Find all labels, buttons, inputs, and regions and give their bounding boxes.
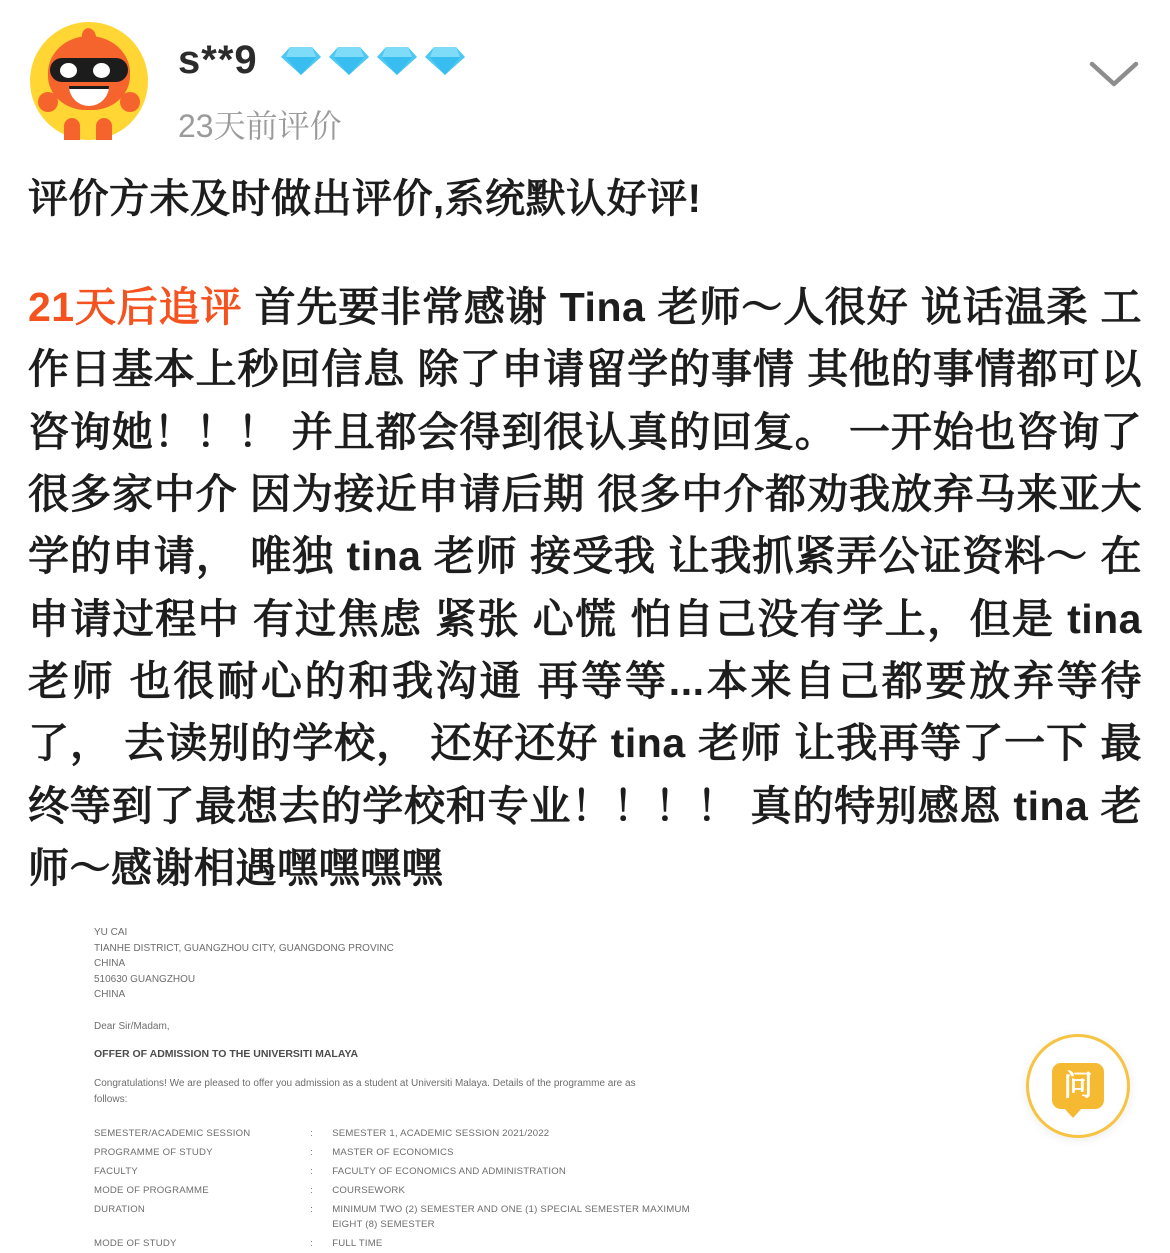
offer-letter [94, 925, 794, 1253]
table-row [94, 1182, 694, 1201]
followup-tag: 21天后追评 [28, 284, 243, 330]
address-line: YU CAI [94, 927, 128, 939]
detail-separator: : [310, 1184, 313, 1196]
detail-value: MINIMUM TWO (2) SEMESTER AND ONE (1) SPECIAL SEMESTER MAXIMUM EIGHT (8) SEMESTER [332, 1203, 690, 1230]
letter-address [94, 925, 794, 1003]
username-row [178, 38, 1084, 83]
table-row [94, 1201, 694, 1235]
letter-intro: Congratulations! We are pleased to offer you admission as a student at Universiti Malaya. Details of the programme are as follows: [94, 1078, 636, 1105]
detail-separator: : [310, 1147, 313, 1159]
avatar-eye-left [60, 63, 77, 78]
detail-key: DURATION [94, 1203, 145, 1215]
detail-key: MODE OF PROGRAMME [94, 1184, 209, 1196]
review-time: 23天前评价 [178, 108, 342, 144]
chat-bubble-icon [1052, 1063, 1104, 1109]
avatar[interactable] [30, 22, 148, 140]
avatar-leg-right [96, 118, 112, 140]
detail-separator: : [310, 1203, 313, 1215]
gem-icon [424, 45, 466, 77]
detail-value: COURSEWORK [332, 1184, 406, 1196]
attachment-image[interactable] [0, 925, 1170, 1253]
avatar-eye-right [93, 63, 110, 78]
review-body [0, 172, 1170, 899]
detail-value: FACULTY OF ECONOMICS AND ADMINISTRATION [332, 1166, 566, 1178]
avatar-arm-right [120, 92, 140, 112]
followup-text: 首先要非常感谢 Tina 老师～人很好 说话温柔 工作日基本上秒回信息 除了申请留学的事情 其他的事情都可以咨询她！！！ 并且都会得到很认真的回复。 一开始也咨询了很多家中介 因为接近申请后期 很多中介都劝我放弃马来亚大学的申请， 唯独 tina 老师 接受我 让我抓紧弄公证资料～ 在申请过程中 有过焦虑 紧张 心慌 怕自己没有学上，但是 tina 老师 也很耐心的和我沟通 再等等...本来自己都要放弃等待了， 去读别的学校， 还好还好 tina 老师 让我再等了一下 最终等到了最想去的学校和专业！！！！ 真的特别感恩 tina 老师～感谢相遇嘿嘿嘿嘿 [28, 284, 1142, 891]
letter-salutation: Dear Sir/Madam, [94, 1020, 170, 1032]
detail-value: FULL TIME [332, 1237, 383, 1249]
avatar-arm-left [38, 92, 58, 112]
detail-key: PROGRAMME OF STUDY [94, 1147, 213, 1159]
detail-separator: : [310, 1128, 313, 1140]
table-row [94, 1144, 694, 1163]
table-row [94, 1163, 694, 1182]
gem-icon [280, 45, 322, 77]
ask-button[interactable] [1026, 1034, 1130, 1138]
user-info [178, 22, 1084, 147]
rank-gems [280, 45, 466, 77]
review-header [0, 0, 1170, 150]
detail-separator: : [310, 1166, 313, 1178]
address-line: CHINA [94, 958, 126, 970]
letter-subject: OFFER OF ADMISSION TO THE UNIVERSITI MALAYA [94, 1048, 359, 1061]
ask-button-label: 问 [1063, 1069, 1093, 1102]
table-row [94, 1235, 694, 1253]
address-line: CHINA [94, 989, 126, 1001]
detail-key: MODE OF STUDY [94, 1237, 177, 1249]
address-line: 510630 GUANGZHOU [94, 973, 196, 985]
review-followup [28, 276, 1142, 899]
detail-value: SEMESTER 1, ACADEMIC SESSION 2021/2022 [332, 1128, 550, 1140]
letter-details-table [94, 1125, 694, 1253]
detail-key: FACULTY [94, 1166, 138, 1178]
chevron-down-icon[interactable] [1084, 44, 1144, 104]
detail-key: SEMESTER/ACADEMIC SESSION [94, 1128, 251, 1140]
address-line: TIANHE DISTRICT, GUANGZHOU CITY, GUANGDONG PROVINC [94, 942, 394, 954]
table-row [94, 1125, 694, 1144]
username: s**9 [178, 38, 258, 82]
detail-separator: : [310, 1237, 313, 1249]
review-first-line: 评价方未及时做出评价,系统默认好评! [28, 177, 702, 221]
gem-icon [376, 45, 418, 77]
gem-icon [328, 45, 370, 77]
detail-value: MASTER OF ECONOMICS [332, 1147, 454, 1159]
avatar-leg-left [64, 118, 80, 140]
